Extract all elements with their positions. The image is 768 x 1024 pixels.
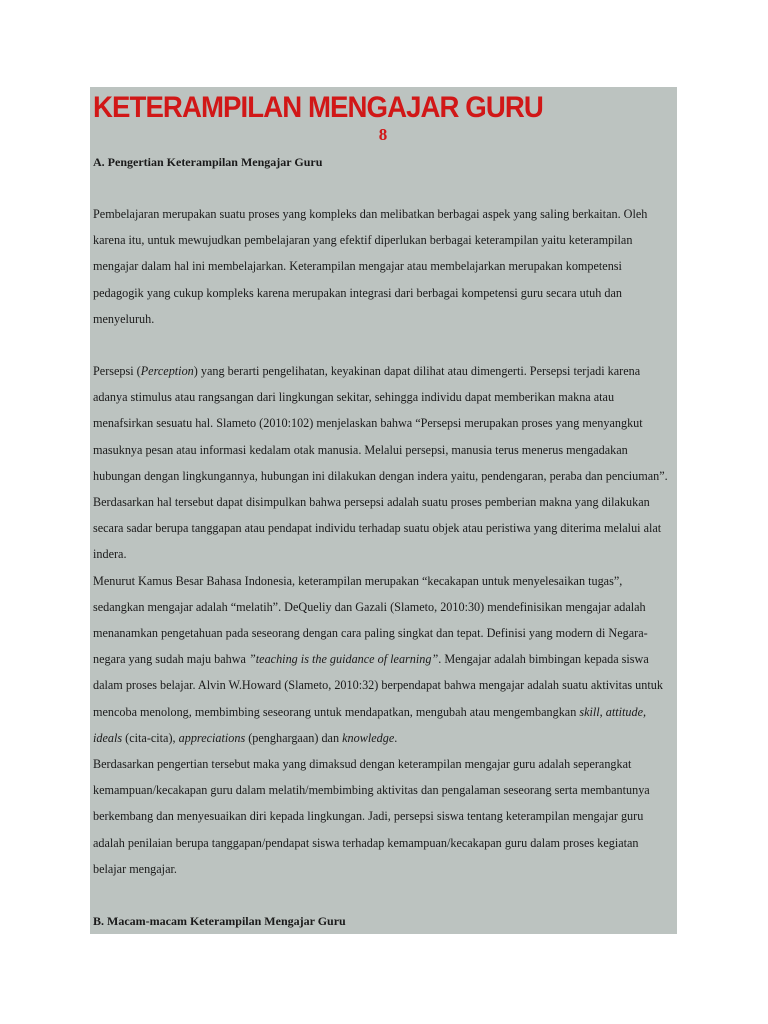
teaching-quote: ”teaching is the guidance of learning” — [249, 652, 439, 667]
paragraph-3-text: . Mengajar adalah bimbingan kepada siswa dalam proses belajar. Alvin W.Howard (Slameto, 2010:32) berpendapat bahwa mengajar adalah suatu aktivitas untuk mencoba menolong, membimbing seseorang untuk mendapatkan, mengubah atau mengembangkan — [93, 652, 663, 719]
appreciations-term: appreciations — [178, 730, 246, 745]
paragraph-3-text: Menurut Kamus Besar Bahasa Indonesia, keterampilan merupakan “kecakapan untuk menyelesaikan tugas”, sedangkan mengajar adalah “melatih”. DeQueliy dan Gazali (Slameto, 2010:30) mendefinisikan mengajar adalah menanamkan pengetahuan pada seseorang dengan cara paling singkat dan tepat. Definisi yang modern di Negara-negara yang sudah maju bahwa — [93, 573, 648, 667]
spacer — [93, 175, 673, 201]
paragraph-3-text: (penghargaan) dan — [245, 730, 343, 745]
paragraph-2-text: ) yang berarti pengelihatan, keyakinan dapat dilihat atau dimengerti. Persepsi terjadi karena adanya stimulus atau rangsangan dari lingkungan sekitar, sehingga individu dapat memberikan makna atau menafsirkan sesuatu hal. Slameto (2010:102) menjelaskan bahwa “Persepsi merupakan proses yang menyangkut masuknya pesan atau informasi kedalam otak manusia. Melalui persepsi, manusia terus menerus mengadakan hubungan dengan lingkungannya, hubungan ini dilakukan dengan indera yaitu, pendengaran, peraba dan penciuman”. Berdasarkan hal tersebut dapat disimpulkan bahwa persepsi adalah suatu proses pemberian makna yang dilakukan secara sadar berupa tanggapan atau pendapat individu terhadap suatu objek atau peristiwa yang diterima melalui alat indera. — [93, 364, 668, 562]
page-number: 8 — [378, 125, 388, 144]
paragraph-3-text: . — [394, 730, 398, 745]
paragraph-4: Berdasarkan pengertian tersebut maka yang dimaksud dengan keterampilan mengajar guru adalah seperangkat kemampuan/kecakapan guru dalam melatih/membimbing aktivitas dan pengalaman seseorang serta membantunya berkembang dan menyesuaikan diri kepada lingkungan. Jadi, persepsi siswa tentang keterampilan mengajar guru adalah penilaian berupa tanggapan/pendapat siswa terhadap kemampuan/kecakapan guru dalam proses kegiatan belajar mengajar. — [93, 757, 650, 876]
perception-term: Perception — [140, 364, 194, 379]
knowledge-term: knowledge — [342, 730, 395, 745]
paragraph-2 — [93, 358, 673, 568]
paragraph-2-text: Persepsi ( — [93, 364, 141, 379]
paragraph-3-text: (cita-cita), — [122, 730, 179, 745]
skills-term: skill, attitude, ideals — [93, 704, 647, 745]
spacer — [93, 332, 673, 358]
document-page — [90, 87, 677, 934]
section-b-heading: B. Macam-macam Keterampilan Mengajar Guru — [93, 914, 346, 929]
section-a-heading: A. Pengertian Keterampilan Mengajar Guru — [93, 155, 323, 169]
paragraph-3 — [93, 568, 673, 751]
spacer — [93, 882, 673, 908]
paragraph-1: Pembelajaran merupakan suatu proses yang kompleks dan melibatkan berbagai aspek yang saling berkaitan. Oleh karena itu, untuk mewujudkan pembelajaran yang efektif diperlukan berbagai keterampilan yaitu keterampilan mengajar dalam hal ini membelajarkan. Keterampilan mengajar atau membelajarkan merupakan kompetensi pedagogik yang cukup kompleks karena merupakan integrasi dari berbagai kompetensi guru secara utuh dan menyeluruh. — [93, 207, 648, 326]
document-title: KETERAMPILAN MENGAJAR GURU — [93, 91, 543, 124]
